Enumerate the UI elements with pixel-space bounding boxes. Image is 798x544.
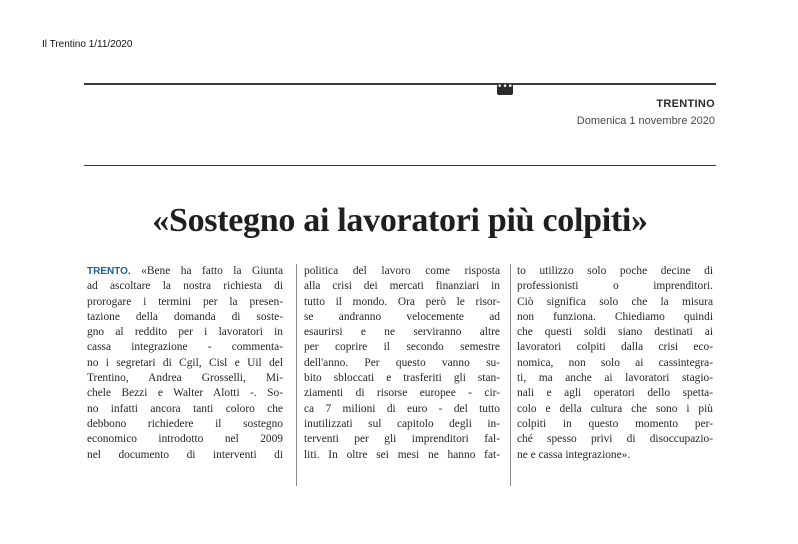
column-divider <box>510 264 511 486</box>
lead-text: «Bene ha fatto la Giunta <box>130 265 283 277</box>
article-line: debbono richiedere il sostegno <box>87 417 283 430</box>
article-line: no infatti ancora tanti coloro che <box>87 402 283 415</box>
article-line: colo e della cultura che sono i più <box>517 402 713 415</box>
article-line: prorogare i termini per la presen- <box>87 295 283 308</box>
article-line: colpiti in questo momento per- <box>517 417 713 430</box>
article-line: ad ascoltare la nostra richiesta di <box>87 280 283 293</box>
article-line: esaurirsi e ne serviranno altre <box>304 326 500 339</box>
article-line: to utilizzo solo poche decine di <box>517 265 713 277</box>
source-caption: Il Trentino 1/11/2020 <box>42 39 133 50</box>
location-tag: TRENTO. <box>87 266 131 277</box>
article-line: cassa integrazione - commenta- <box>87 341 283 354</box>
article-column-3 <box>517 264 713 463</box>
article-line: ché spesso privi di disoccupazio- <box>517 433 713 446</box>
article-line: che questi soldi siano destinati ai <box>517 326 713 339</box>
more-dots-icon[interactable]: ••• <box>497 84 513 95</box>
article-line: economico introdotto nel 2009 <box>87 433 283 446</box>
article-line: nomica, non solo ai cassintegra- <box>517 356 713 369</box>
section-label: TRENTINO <box>656 98 715 110</box>
article-line: no i segretari di Cgil, Cisl e Uil del <box>87 356 283 369</box>
article-line: ca 7 milioni di euro - del tutto <box>304 402 500 415</box>
article-column-2 <box>304 264 500 463</box>
publication-date: Domenica 1 novembre 2020 <box>576 115 715 127</box>
article-line: se andranno velocemente ad <box>304 310 500 323</box>
column-divider <box>296 264 297 486</box>
article-line: bito sbloccati e trasferiti gli stan- <box>304 372 500 385</box>
top-rule <box>84 83 716 85</box>
article-line: lavoratori colpiti dalla crisi eco- <box>517 341 713 354</box>
headline: «Sostegno ai lavoratori più colpiti» <box>152 202 648 239</box>
article-line: inutilizzati sul capitolo degli in- <box>304 417 500 430</box>
article-line: terventi per gli imprenditori fal- <box>304 433 500 446</box>
article-line: alla crisi dei mercati finanziari in <box>304 280 500 293</box>
article-line: ne e cassa integrazione». <box>517 448 631 461</box>
article-column-1 <box>87 264 283 463</box>
article-line: Ciò significa solo che la misura <box>517 295 713 308</box>
article-line: ti, ma anche ai lavoratori stagio- <box>517 372 713 385</box>
article-line <box>87 264 283 279</box>
article-line: professionisti o imprenditori. <box>517 280 713 293</box>
article-line: Trentino, Andrea Grosselli, Mi- <box>87 372 283 385</box>
article-line: gno al reddito per i lavoratori in <box>87 326 283 339</box>
article-line: nali e agli operatori dello spetta- <box>517 387 713 400</box>
article-line: ziamenti di risorse europee - cir- <box>304 387 500 400</box>
article-line: tutto il mondo. Ora però le risor- <box>304 295 500 308</box>
article-line: politica del lavoro come risposta <box>304 265 500 277</box>
article-line: tazione della domanda di soste- <box>87 310 283 323</box>
article-line: non funziona. Chiediamo quindi <box>517 310 713 323</box>
article-line: dell'anno. Per questo vanno su- <box>304 356 500 369</box>
article-line: chele Bezzi e Walter Alotti -. So- <box>87 387 283 400</box>
header-rule <box>84 165 716 166</box>
article-line: per coprire il secondo semestre <box>304 341 500 354</box>
article-line: liti. In oltre sei mesi ne hanno fat- <box>304 448 500 461</box>
article-line: nel documento di interventi di <box>87 448 283 461</box>
